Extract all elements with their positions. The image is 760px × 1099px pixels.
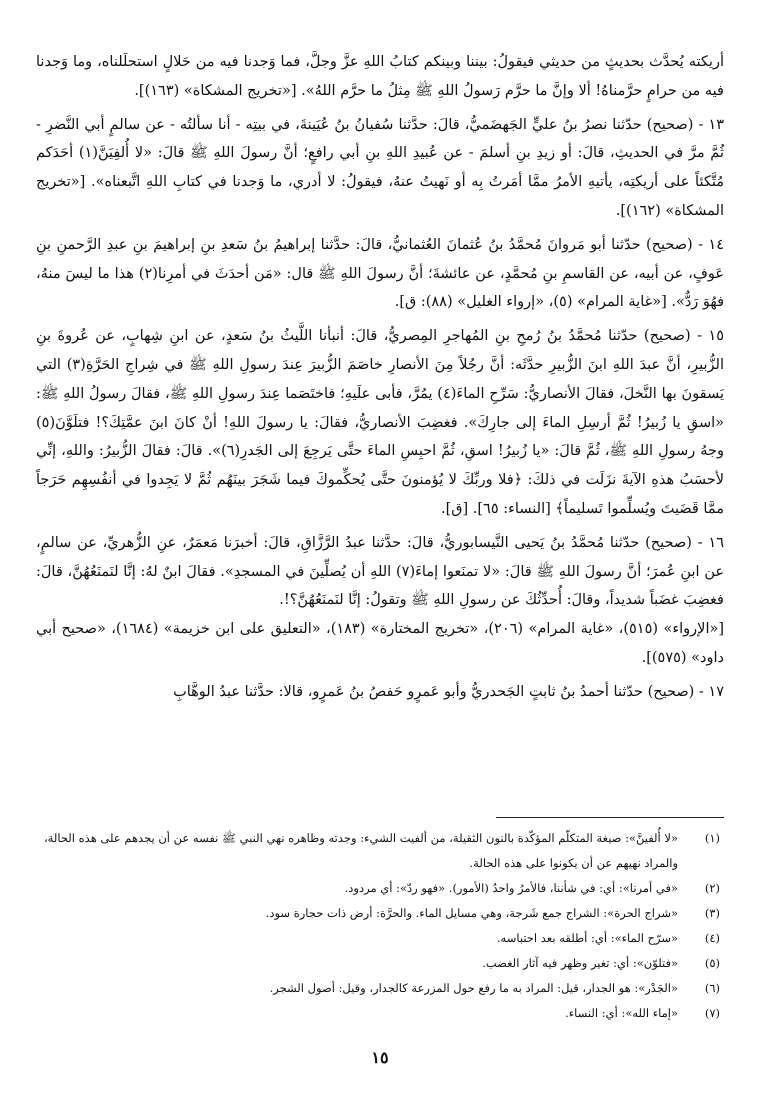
footnote-number: (٤)	[704, 931, 720, 945]
hadith-16-takhrij: [«الإرواء» (٥١٥)، «غاية المرام» (٢٠٦)، «تخريج المختارة» (١٨٣)، «التعليق على ابن خزيمة» (١٦٨٤)، «صحيح أبي داود» (٥٧٥)].	[36, 621, 724, 666]
footnote-item	[40, 1001, 720, 1026]
footnote-item	[40, 976, 720, 1001]
footnote-number: (٧)	[704, 1006, 720, 1020]
footnote-item	[40, 826, 720, 876]
footnote-text: «سرّح الماء»: أي: أطلقه بعد احتباسه.	[496, 931, 678, 945]
hadith-14: ١٤ - (صحيح) حدّثنا أبو مَروانَ مُحمَّدُ بنُ عُثمانَ العُثمانيُّ، قالَ: حدَّثنا إبراهيمُ بنُ سَعدِ بنِ إبراهيمَ بنِ عبدِ الرَّحمنِ بنِ عَوفٍ، عن أبيه، عن القاسمِ بنِ مُحمَّدٍ، عن عائشةَ؛ أنَّ رسولَ اللهِ ﷺ قال: «مَن أحدَثَ في أمرِنا(٢) هذا ما ليسَ منهُ، فهُوَ رَدٌّ». [«غاية المرام» (٥)، «إرواء الغليل» (٨٨): ق].	[36, 236, 724, 311]
footnote-item	[40, 901, 720, 926]
footnote-item	[40, 951, 720, 976]
main-text	[36, 48, 724, 707]
footnote-text: «شراج الحرة»: الشراج جمع شَرجة، وهي مسايل الماء. والحرَّة: أرض ذات حجارة سود.	[265, 906, 678, 920]
footnote-number: (٣)	[704, 906, 720, 920]
footnote-number: (١)	[704, 831, 720, 845]
footnotes	[40, 826, 720, 1026]
footnote-divider	[496, 817, 724, 818]
footnote-text: «الجَدْر»: هو الجدار، قيل: المراد به ما رفع حول المزرعة كالجدار، وقيل: أصول الشجر.	[269, 981, 678, 995]
footnote-number: (٥)	[704, 956, 720, 970]
footnote-number: (٢)	[704, 881, 720, 895]
page-number: ١٥	[371, 1048, 389, 1067]
footnote-item	[40, 926, 720, 951]
footnote-item	[40, 876, 720, 901]
footnote-text: «لا أُلفينَّ»: صيغة المتكلّم المؤكّدة بالنون الثقيلة، من ألفيت الشيء: وجدته وظاهره نهي النبي ﷺ نفسه عن أن يجدهم على هذه الحالة، والمراد نهيهم عن أن يكونوا على هذه الحالة.	[43, 831, 678, 870]
footnote-number: (٦)	[704, 981, 720, 995]
hadith-13: ١٣ - (صحيح) حدّثنا نصرُ بنُ عليٍّ الجَهضَميُّ، قالَ: حدَّثنا سُفيانُ بنُ عُيَينةَ، في بيتِه - أنا سألتُه - عن سالمٍ أبي النَّضرِ - ثُمَّ مرَّ في الحديثِ، قالَ: أو زيدِ بنِ أسلمَ - عن عُبيدِ اللهِ بنِ أبي رافعٍ؛ أنَّ رسولَ اللهِ ﷺ قالَ: «لا أُلفِيَنَّ(١) أحَدَكم مُتَّكئاً على أريكتِه، يأتيهِ الأمرُ ممَّا أمَرتُ بِه أو نَهيتُ عنهُ، فيقولُ: لا أدري، ما وَجدنا في كتابِ اللهِ اتَّبعناه». [«تخريج المشكاة» (١٦٢)].	[36, 116, 724, 219]
footnote-text: «إماء الله»: أي: النساء.	[565, 1006, 678, 1020]
hadith-17: ١٧ - (صحيح) حدّثنا أحمدُ بنُ ثابتٍ الجَحدريُّ وأبو عَمرٍو حَفصُ بنُ عَمرٍو، قالا: حدَّثنا عبدُ الوهَّابِ	[173, 683, 724, 700]
paragraph-continuation: أريكته يُحدَّث بحديثٍ من حديثي فيقولُ: بيننا وبينكم كتابُ اللهِ عزَّ وجلَّ، فما وَجدنا فيه من حَلالٍ استحلَلناه، وما وَجدنا فيه من حرامٍ حرَّمناهُ! ألا وإنَّ ما حرَّم رَسولُ اللهِ ﷺ مِثلُ ما حرَّم اللهُ». [«تخريج المشكاة» (١٦٣)].	[36, 54, 724, 99]
footnote-text: «فتلوّن»: أي: تغير وظهر فيه آثار الغضب.	[482, 956, 678, 970]
footnote-text: «في أمرنا»: أي: في شأننا، فالأمرُ واحدُ (الأمور). «فهو ردّ»: أي مردود.	[344, 881, 678, 895]
hadith-16: ١٦ - (صحيح) حدّثنا مُحمَّدُ بنُ يَحيى النَّيسابوريُّ، قالَ: حدَّثنا عبدُ الرَّزَّاقِ، قالَ: أخبرَنا مَعمَرٌ، عنِ الزُّهريِّ، عن سالمٍ، عن ابنِ عُمرَ؛ أنَّ رسولَ اللهِ ﷺ قالَ: «لا تمنَعوا إماءَ(٧) اللهِ أن يُصلِّينَ في المسجدِ». فقالَ ابنٌ لهُ: إنَّا لنَمنَعُهُنَّ، قالَ: فغضِبَ غضَباً شديداً، وقالَ: أُحدِّثُكَ عن رسولِ اللهِ ﷺ وتقولُ: إنَّا لنَمنَعُهُنَّ؟!.	[36, 534, 725, 609]
hadith-15: ١٥ - (صحيح) حدّثنا مُحمَّدُ بنُ رُمحِ بنِ المُهاجرِ المِصريُّ، قالَ: أنبأنا اللَّيثُ بنُ سَعدٍ، عن ابنِ شِهابٍ، عن عُروةَ بنِ الزُّبيرِ، أنَّ عبدَ اللهِ ابنَ الزُّبيرِ حدَّثَه: أنَّ رجُلاً مِنَ الأنصارِ خاصَمَ الزُّبيرَ عِندَ رسولِ اللهِ ﷺ في شِراجِ الحَرَّةِ(٣) التي يَسقونَ بها النَّخلَ، فقالَ الأنصاريُّ: سَرِّحِ الماءَ(٤) يمُرَّ، فأبى علَيهِ؛ فاختَصَما عِندَ رسولِ اللهِ ﷺ، فقالَ رسولُ اللهِ ﷺ: «اسقِ يا زُبيرُ! ثُمَّ أرسِلِ الماءَ إلى جارِكَ». فغضِبَ الأنصاريُّ، فقالَ: يا رسولَ اللهِ! أنْ كانَ ابنَ عمَّتِكَ؟! فتلَوَّنَ(٥) وجهُ رسولِ اللهِ ﷺ، ثُمَّ قالَ: «يا زُبيرُ! اسقِ، ثُمَّ احبِسِ الماءَ حتَّى يَرجِعَ إلى الجَدرِ(٦)». قالَ: فقالَ الزُّبيرُ: واللهِ، إنِّي لأحسَبُ هذهِ الآيةَ نزَلَت في ذلكَ: ﴿فلا وربِّكَ لا يُؤمنونَ حتَّى يُحكِّموكَ فيما شَجَرَ بينَهُم ثُمَّ لا يَجِدوا في أنفُسِهِم حَرَجاً ممَّا قَضَيتَ ويُسلِّموا تَسليماً﴾ [النساء: ٦٥]. [ق].	[36, 328, 724, 517]
